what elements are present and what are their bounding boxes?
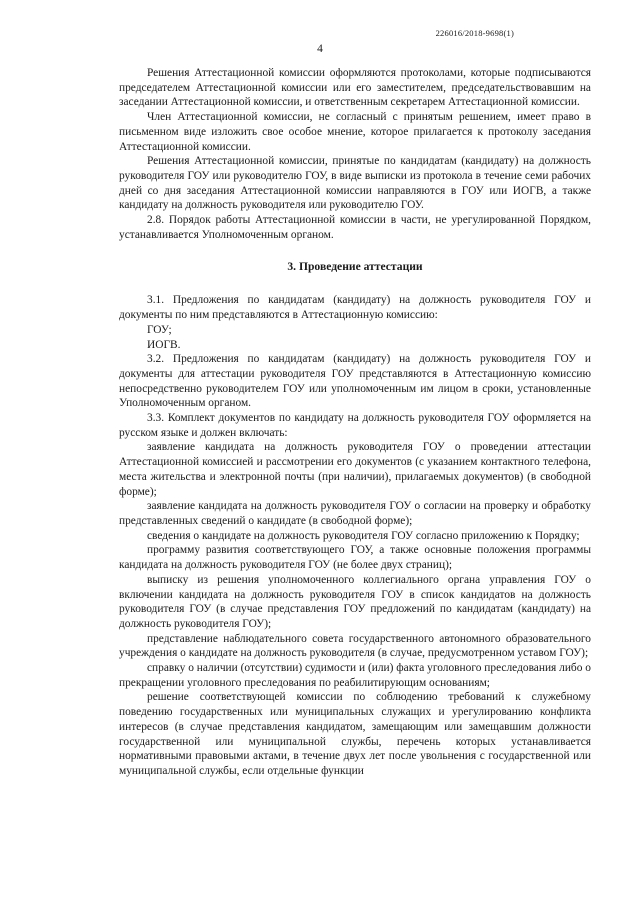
paragraph: 3.2. Предложения по кандидатам (кандидату) на должность руководителя ГОУ и документы для аттестации руководителя ГОУ представляются в Аттестационную комиссию непосредственно руководителем ГОУ или уполномоченным им лицом в сроки, установленные Уполномоченным органом. bbox=[119, 353, 591, 410]
section-heading: 3. Проведение аттестации bbox=[287, 260, 423, 274]
paragraph: Решения Аттестационной комиссии, принятые по кандидатам (кандидату) на должность руководителя ГОУ или руководителю ГОУ, в виде выписки из протокола в течение семи рабочих дней со дня заседания Аттестационной комиссии направляются в ГОУ или ИОГВ, а также кандидату на должность руководителя или руководителю ГОУ. bbox=[119, 155, 591, 212]
paragraph: 3.1. Предложения по кандидатам (кандидату) на должность руководителя ГОУ и документы по ним представляются в Аттестационную комиссию: bbox=[119, 294, 591, 322]
list-item: сведения о кандидате на должность руководителя ГОУ согласно приложению к Порядку; bbox=[147, 529, 580, 542]
list-item: представление наблюдательного совета государственного автономного образовательного учреждения о кандидате на должность руководителя (в случае, предусмотренном уставом ГОУ); bbox=[119, 632, 591, 660]
list-item: заявление кандидата на должность руководителя ГОУ о проведении аттестации Аттестационной комиссией и рассмотрении его документов (с указанием контактного телефона, места жительства и электронной почты (при наличии), прилагаемых документов) (в свободной форме); bbox=[119, 441, 591, 498]
paragraph: Решения Аттестационной комиссии оформляются протоколами, которые подписываются председателем Аттестационной комиссии или его заместителем, председательствовавшим на заседании Аттестационной комиссии, и ответственным секретарем Аттестационной комиссии. bbox=[119, 67, 591, 109]
list-item: программу развития соответствующего ГОУ, а также основные положения программы кандидата на должность руководителя ГОУ (не более двух страниц); bbox=[119, 544, 591, 572]
list-item: решение соответствующей комиссии по соблюдению требований к служебному поведению государственных или муниципальных служащих и урегулированию конфликта интересов (в случае представления кандидатом, замещающим или замещавшим должности государственной или муниципальной службы, перечень которых устанавливается нормативными правовыми актами, в течение двух лет после увольнения с государственной или муниципальной службы, если отдельные функции bbox=[119, 691, 591, 777]
paragraph: Член Аттестационной комиссии, не согласный с принятым решением, имеет право в письменном виде изложить свое особое мнение, которое прилагается к протоколу заседания Аттестационной комиссии. bbox=[119, 111, 591, 153]
list-item: ГОУ; bbox=[147, 323, 172, 336]
document-id: 226016/2018-9698(1) bbox=[435, 28, 514, 38]
paragraph: 3.3. Комплект документов по кандидату на должность руководителя ГОУ оформляется на русском языке и должен включать: bbox=[119, 412, 591, 439]
list-item: справку о наличии (отсутствии) судимости и (или) факта уголовного преследования либо о прекращении уголовного преследования по реабилитирующим основаниям; bbox=[119, 662, 591, 689]
list-item: заявление кандидата на должность руководителя ГОУ о согласии на проверку и обработку представленных сведений о кандидате (в свободной форме); bbox=[119, 500, 591, 527]
document-body bbox=[119, 66, 591, 779]
paragraph: 2.8. Порядок работы Аттестационной комиссии в части, не урегулированной Порядком, устанавливается Уполномоченным органом. bbox=[119, 214, 591, 241]
page-number: 4 bbox=[317, 43, 323, 55]
list-item: ИОГВ. bbox=[147, 338, 181, 351]
list-item: выписку из решения уполномоченного коллегиального органа управления ГОУ о включении кандидата на должность руководителя ГОУ в список кандидатов на должность руководителя ГОУ (в случае представления ГОУ предложений по кандидатам (кандидату) на должность руководителя ГОУ); bbox=[119, 573, 591, 630]
